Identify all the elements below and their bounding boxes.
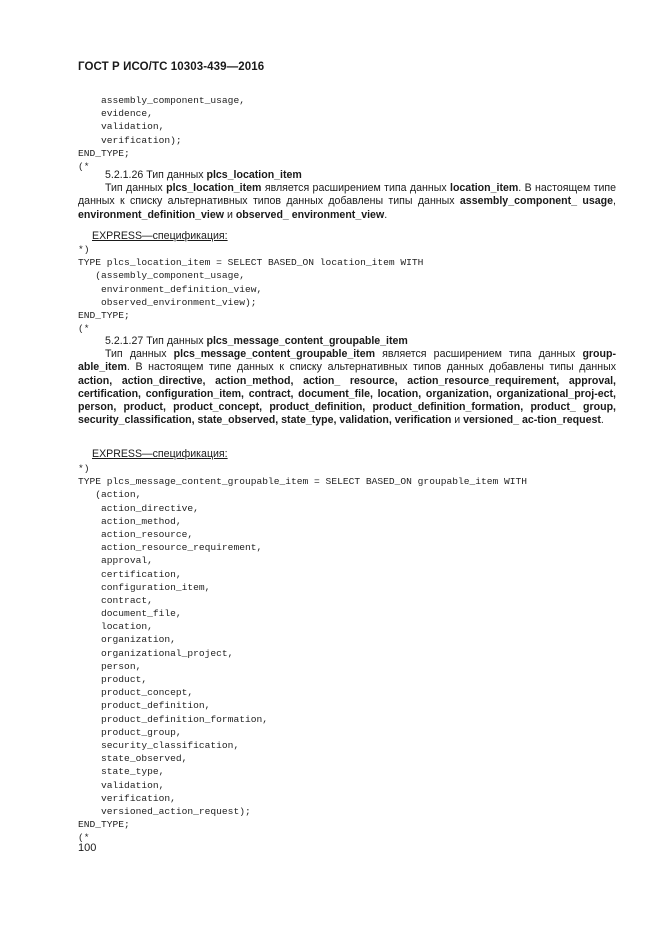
text-run: является расширением типа данных	[261, 182, 450, 194]
code-line: location,	[78, 621, 153, 633]
code-line: security_classification,	[78, 739, 240, 751]
code-line: TYPE plcs_location_item = SELECT BASED_ON location_item WITH	[78, 257, 424, 269]
express-spec-label-1	[78, 229, 630, 243]
code-line: contract,	[78, 594, 153, 606]
code-line: validation,	[78, 121, 165, 133]
spec-label-text: EXPRESS—спецификация:	[92, 230, 228, 242]
spec-label-text: EXPRESS—спецификация:	[92, 448, 228, 460]
type-name-bold: versioned_ ac-tion_request	[463, 414, 601, 427]
type-name-bold: location_item	[450, 182, 519, 194]
code-block-3	[78, 462, 616, 844]
express-spec-label-2	[78, 447, 630, 461]
code-line: action_resource_requirement,	[78, 542, 263, 554]
code-line: product_concept,	[78, 687, 194, 699]
code-line: product_group,	[78, 726, 182, 738]
text-run: Тип данных	[105, 348, 174, 360]
code-line: action_method,	[78, 515, 182, 527]
code-line: END_TYPE;	[78, 819, 130, 831]
code-line: document_file,	[78, 608, 182, 620]
type-name-bold: group-able_item	[78, 348, 616, 374]
code-line: END_TYPE;	[78, 309, 130, 321]
text-run: является расширением типа данных	[375, 348, 583, 360]
type-name-bold: assembly_component_ usage	[459, 195, 614, 208]
text-run: и	[224, 208, 236, 221]
code-line: (action,	[78, 489, 142, 501]
section-paragraph-1	[78, 182, 616, 222]
type-name-bold: observed_ environment_view	[235, 208, 385, 221]
code-block-2	[78, 243, 616, 335]
code-line: environment_definition_view,	[78, 283, 263, 295]
text-run: . В настоящем типе данных к списку альтернативных типов данных добавлены типы данных	[78, 182, 616, 208]
heading-prefix: 5.2.1.27 Тип данных	[105, 335, 207, 347]
document-header: ГОСТ Р ИСО/ТС 10303-439—2016	[78, 61, 265, 73]
text-run: .	[600, 414, 604, 427]
type-name-bold: environment_definition_view	[78, 208, 224, 221]
text-run: ,	[613, 195, 616, 208]
code-line: configuration_item,	[78, 581, 211, 593]
code-line: product_definition_formation,	[78, 713, 268, 725]
type-name-bold: plcs_location_item	[166, 182, 262, 194]
code-line: (*	[78, 832, 90, 844]
code-line: person,	[78, 660, 142, 672]
code-line: verification,	[78, 792, 176, 804]
text-run: Тип данных	[105, 182, 167, 194]
code-line: organization,	[78, 634, 176, 646]
code-line: (*	[78, 160, 90, 172]
code-block-1	[78, 94, 616, 173]
code-line: assembly_component_usage,	[78, 95, 245, 106]
code-line: observed_environment_view);	[78, 296, 257, 308]
code-line: evidence,	[78, 108, 153, 120]
text-run: .	[384, 208, 388, 221]
code-line: (assembly_component_usage,	[78, 270, 245, 282]
code-line: END_TYPE;	[78, 147, 130, 159]
section-heading-5-2-1-27	[78, 334, 643, 348]
code-line: TYPE plcs_message_content_groupable_item = SELECT BASED_ON groupable_item WITH	[78, 476, 528, 488]
code-line: validation,	[78, 779, 165, 791]
code-line: action_directive,	[78, 502, 199, 514]
code-line: state_observed,	[78, 753, 188, 765]
code-line: (*	[78, 323, 90, 335]
code-line: state_type,	[78, 766, 165, 778]
text-run: и	[451, 414, 464, 427]
code-line: organizational_project,	[78, 647, 234, 659]
heading-type-name: plcs_message_content_groupable_item	[206, 335, 408, 347]
heading-type-name: plcs_location_item	[206, 169, 302, 181]
code-line: approval,	[78, 555, 153, 567]
code-line: product_definition,	[78, 700, 211, 712]
text-run: . В настоящем типе данных к списку альтернативных типов данных добавлены типы данных	[126, 361, 616, 374]
type-name-bold: action, action_directive, action_method, action_ resource, action_resource_requirement, approval, certification, configuration_item, contract, document_file, location, organization, organizational_proj-ect, person, product, product_concept, product_definition, product_definition_formation, product_ group, security_classification, state_observed, state_type, validation, verification	[78, 374, 616, 427]
section-paragraph-2	[78, 348, 616, 428]
page-number: 100	[78, 842, 97, 854]
code-line: certification,	[78, 568, 182, 580]
heading-prefix: 5.2.1.26 Тип данных	[105, 169, 207, 181]
code-line: product,	[78, 674, 148, 685]
code-line: versioned_action_request);	[78, 805, 251, 817]
code-line: verification);	[78, 134, 182, 146]
code-line: *)	[78, 463, 90, 474]
section-heading-5-2-1-26	[78, 168, 643, 182]
type-name-bold: plcs_message_content_groupable_item	[173, 348, 376, 360]
code-line: action_resource,	[78, 528, 194, 540]
code-line: *)	[78, 244, 90, 255]
